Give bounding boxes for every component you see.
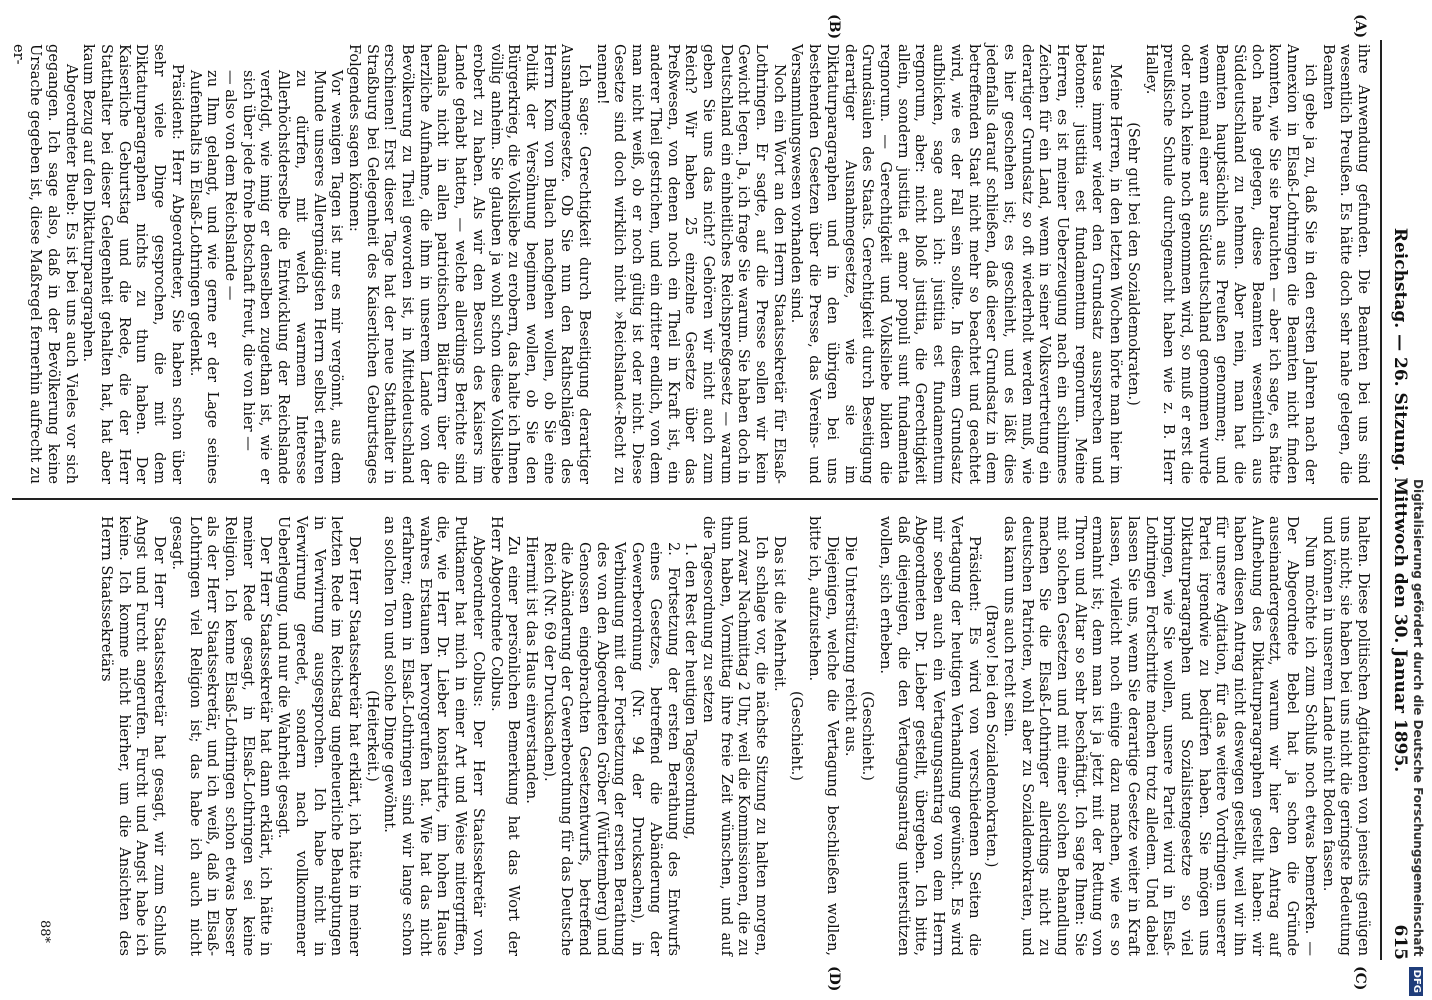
left-column [9,44,1372,484]
digitization-credit [1404,0,1432,1000]
right-column [12,516,1372,956]
paragraph: halten. Diese politischen Agitationen von jenseits genügen uns nicht; sie haben bei uns nicht die geringste Bedeutung und können in unserem Lande nicht Boden fassen. [1319,516,1372,956]
signature-mark: 88* [37,920,52,944]
paragraph: Der Herr Staatssekretär hat dann erklärt, ich hätte in meiner Rede gesagt, in Elsaß-Lothringen sei keine Religion. Ich kenne Elsaß-Lothringen schon etwas besser als der Herr Staatssekretär, und ich weiß, daß in Elsaß-Lothringen viel Religion ist; das habe ich auch nicht gesagt. [168,516,275,956]
stage-direction: (Sehr gut! bei den Sozialdemokraten.) [1124,122,1142,406]
margin-mark-d: (D) [826,966,842,992]
header-rule [1380,40,1382,960]
paragraph: Das ist die Mehrheit. [770,536,788,692]
column-divider [12,498,1378,500]
paragraph: ich gebe ja zu, daß Sie in den ersten Jahren nach der Annexion in Elsaß-Lothringen die Beamten nicht finden konnten, wie Sie sie brauchten — aber ich sage, es hätte doch nahe gelegen, diese Beamten wesentlich aus Süddeutschland zu nehmen. Aber nein, man hat die Beamten hauptsächlich aus Preußen genommen; und wenn einmal einer aus Süddeutschland genommen wurde oder noch keine noch genommen wird, so muß er erst die preußische Schule durchgemacht haben wie z. B. Herr Halley. [1142,44,1319,484]
paragraph: Meine Herren, in den letzten Wochen hörte man hier im Hause immer wieder den Grundsatz aussprechen und betonen: justitia est fundamentum regnorum. Meine Herren, es ist meiner Ueberzeugung nach ein schlimmes Zeichen für ein Land, wenn in seiner Volksvertretung ein derartiger Grundsatz so oft wiederholt werden muß, wie es hier geschehen ist; es geschieht, und es läßt dies jedenfalls darauf schließen, daß dieser Grundsatz in dem betreffenden Staat nicht mehr so beachtet und geachtet wird, wie es der Fall sein sollte. In diesem Grundsatz aufblicken, sage auch ich: justitia est fundamentum regnorum, aber: nicht bloß justitia, die Gerechtigkeit allein, sondern justitia et amor populi sunt fundamenta regnorum. — Gerechtigkeit und Volksliebe bilden die Grundsäulen des Staats. Gerechtigkeit durch Beseitigung derartiger Ausnahmegesetze, wie sie im Diktaturparagraphen und in den übrigen bei uns bestehenden Gesetzen über die Presse, das Vereins- und Versammlungswesen vorhanden sind. [788,44,1125,484]
paragraph: Die Unterstützung reicht aus. [841,536,859,757]
quotation: zu Ihm gelangt, und wie gerne er der Lage seines Aufenthalts in Elsaß-Lothringen gedenkt. [186,70,222,484]
stage-direction: (Geschieht.) [859,691,877,781]
paragraph: Präsident: Herr Abgeordneter, Sie haben schon über sehr viele Dinge gesprochen, die mit dem Diktaturparagraphen nichts zu thun haben. Der Kaiserliche Geburtstag und die Rede, die der Herr Statthalter bei dieser Gelegenheit gehalten hat, hat aber kaum Bezug auf den Diktaturparagraphen. [80,44,186,484]
paragraph: Ich schlage vor, die nächste Sitzung zu halten morgen, und zwar Nachmittag 2 Uhr, weil die Kommissionen, die zu thun haben, Vormittag ihre freie Zeit wünschen, und auf die Tagesordnung zu setzen [699,516,771,956]
credit-text: Digitalisierung gefördert durch die Deutsche Forschungsgemeinschaft [1411,479,1425,957]
agenda-item: 2. Fortsetzung der ersten Berathung des Entwurfs eines Gesetzes, betreffend die Abänderung der Gewerbeordnung (Nr. 94 der Drucksachen), in Verbindung mit der Fortsetzung der ersten Berathung des von den Abgeordneten Gröber (Württemberg) und Genossen eingebrachten Gesetzentwurfs, betreffend die Abänderung der Gewerbeordnung für das Deutsche Reich (Nr. 69 der Drucksachen). [540,542,682,956]
paragraph: Abgeordneter Colbus: Der Herr Staatssekretär von Puttkamer hat mich in einer Art und Weise mitergriffen, die, wie Herr Dr. Lieber konstatirte, im hohen Hause wahres Erstaunen hervorgerufen hat. Wie hat das nicht erfahren; denn in Elsaß-Lothringen sind wir lange schon an solchen Ton und solche Dinge gewöhnt. [381,516,487,956]
paragraph: Der Herr Staatssekretär hat gesagt, wir zum Schluß Angst und Furcht angerufen. Furcht und Angst habe ich keine. Ich komme nicht hierher, um die Ansichten des Herrn Staatssekretärs [98,516,169,956]
page-number: 615 [1390,924,1410,960]
stage-direction: (Geschieht.) [788,691,806,781]
stage-direction: (Bravo! bei den Sozialdemokraten.) [983,604,1001,868]
paragraph: Präsident: Es wird von verschiedenen Seiten die Vertagung der heutigen Verhandlung gewünscht. Es wird mir soeben auch ein Vertagungsantrag von dem Herrn Abgeordneten Dr. Lieber gestellt, übergeben. Ich bitte, daß diejenigen, die den Vertagungsantrag unterstützen wollen, sich erheben. [877,516,983,956]
margin-mark-a: (A) [1352,14,1368,39]
paragraph: Nun möchte ich zum Schluß noch etwas bemerken. — Der Abgeordnete Bebel hat ja schon die Gründe auseinandergesetzt, warum wir hier den Antrag auf Aufhebung des Diktaturparagraphen gestellt haben: wir haben diesen Antrag nicht deswegen gestellt, weil wir ihn für unsere Agitation, für das weitere Vordringen unserer Partei irgendwie zu bedürfen haben. Sie mögen uns Diktaturparagraphen und Sozialistengesetze so viel bringen, wie Sie wollen, unsere Partei wird in Elsaß-Lothringen Fortschritte machen trotz alledem. Und dabei lassen Sie uns, wenn Sie derartige Gesetze weiter in Kraft lassen, vielleicht noch einige dazu machen, wie es so ermahnt ist; denn man ist ja jetzt mit der Rettung von Thron und Altar so sehr beschäftigt. Ich sage Ihnen: Sie mit solchen Gesetzen und mit einer solchen Behandlung machen Sie die Elsaß-Lothringer allerdings nicht zu deutschen Patrioten, wohl aber zu Sozialdemokraten, und das kann uns auch recht sein. [1000,516,1319,956]
paragraph: ihre Anwendung gefunden. Die Beamten bei uns sind wesentlich Preußen. Es hätte doch sehr nahe gelegen, die Beamten [1319,44,1372,484]
interjection: — also von dem Reichslande — [222,70,239,301]
margin-mark-c: (C) [1352,966,1368,991]
margin-mark-b: (B) [826,14,842,40]
paragraph: Abgeordneter Bueb: Es ist bei uns auch Vieles vor sich gegangen. Ich sage also, daß in der Bevölkerung keine Ursache gegeben ist, diese Maßregel fernerhin aufrecht zu er- [9,44,80,484]
running-title: Reichstag. — 26. Sitzung. Mittwoch den 30. Januar 1895. [1390,227,1410,773]
agenda-item: 1. den Rest der heutigen Tagesordnung, [682,542,700,840]
paragraph: Ich sage: Gerechtigkeit durch Beseitigung derartiger Ausnahmegesetze. Ob Sie nun den Rathschlägen des Herrn Kom von Bulach nachgehen wollen, ob Sie eine Politik der Versöhnung beginnen wollen, ob Sie den Bürgerkrieg, die Volksliebe zu erobern, das halte ich Ihnen völlig anheim. Sie glauben ja wohl schon diese Volksliebe erobert zu haben. Als wir den Besuch des Kaisers im Lande gehabt hatten, — welche allerdings Berichte sind damals nicht in allen patriotischen Blättern über die herzliche Aufnahme, die ihm in unserem Lande von der Bevölkerung zu Theil geworden ist, in Mitteldeutschland erschienen! Erst dieser Tage hat der neue Statthalter in Straßburg bei Gelegenheit des Kaiserlichen Geburtstages Folgendes sagen können: [345,44,594,484]
quotation: Vor wenigen Tagen ist nur es mir vergönnt, aus dem Munde unseres Allergnädigsten Herrn selbst erfahren zu dürfen, mit welch warmem Interesse Allerhöchstderselbe die Entwicklung der Reichslande verfolgt, wie innig er denselben zugethan ist, wie er sich über jede frohe Botschaft freut, die von hier — [239,70,346,484]
dfg-logo: DFG [1409,967,1423,996]
stage-direction: (Heiterkeit.) [363,690,381,782]
paragraph: Zu einer persönlichen Bemerkung hat das Wort der Herr Abgeordnete Colbus. [487,516,523,956]
paragraph: Diejenigen, welche die Vertagung beschließen wollen, bitte ich, aufzustehen. [806,516,841,956]
paragraph: Noch ein Wort an den Herrn Staatssekretär für Elsaß-Lothringen. Er sagte, auf die Presse sollen wir kein Gewicht legen. Ja, ich frage Sie warum. Sie haben doch in Deutschland ein einheitliches Reichspreßgesetz — warum geben Sie uns das nicht? Gehören wir nicht auch zum Reich? Wir haben 25 einzelne Gesetze über das Preßwesen, von denen noch ein Theil in Kraft ist, ein anderer Theil gestrichen, und ein dritter endlich, von dem man nicht weiß, ob er noch gültig ist oder nicht. Diese Gesetze sind doch wirklich nicht »Reichsland«-Recht zu nennen! [593,44,788,484]
paragraph: Der Herr Staatssekretär hat erklärt, ich hätte in meiner letzten Rede im Reichstag ungeheuerliche Behauptungen in Verwirrung ausgesprochen. Ich habe nicht in Verwirrung geredet, sondern nach vollkommener Ueberlegung, und nur die Wahrheit gesagt. [275,516,363,956]
paragraph: Hiermit ist das Haus einverstanden. [522,536,540,804]
